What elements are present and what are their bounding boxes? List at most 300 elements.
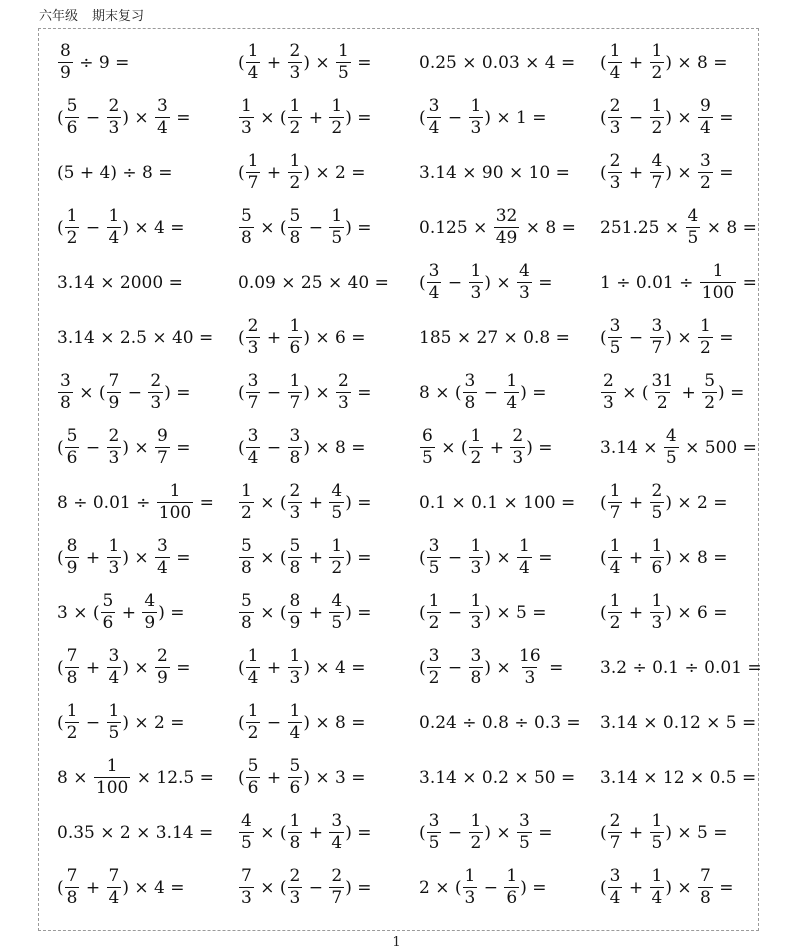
expression-text: + <box>623 52 649 73</box>
fraction-denominator: 4 <box>428 118 440 138</box>
expression-text: ) × <box>484 547 517 568</box>
expression-text: ) × 8 = <box>303 712 366 733</box>
fraction <box>58 373 73 412</box>
expression-text: = <box>543 657 564 678</box>
fraction-numerator: 1 <box>247 646 259 666</box>
expression-text: − <box>122 382 148 403</box>
fraction-numerator: 1 <box>169 481 181 501</box>
fraction-denominator: 3 <box>470 558 482 578</box>
math-problem <box>600 200 760 255</box>
page-header <box>39 5 144 24</box>
fraction <box>58 43 73 82</box>
expression-text: ) × <box>303 52 336 73</box>
fraction <box>329 483 344 522</box>
fraction-numerator: 7 <box>66 646 78 666</box>
fraction <box>517 263 532 302</box>
expression-text: ) × <box>122 437 155 458</box>
fraction-denominator: 8 <box>289 448 301 468</box>
fraction <box>608 868 623 907</box>
fraction <box>463 868 478 907</box>
fraction-denominator: 2 <box>331 558 343 578</box>
expression-text: ( <box>238 382 245 403</box>
math-problem <box>419 255 600 310</box>
fraction-denominator: 9 <box>60 63 71 83</box>
math-problem <box>238 145 419 200</box>
expression-text: 3.14 × 0.12 × 5 = <box>600 712 757 733</box>
expression-text: + <box>80 877 106 898</box>
fraction-denominator: 7 <box>609 833 621 853</box>
fraction-numerator: 1 <box>289 96 301 116</box>
expression-text: × ( <box>254 822 287 843</box>
expression-text: ) × 5 = <box>484 602 547 623</box>
expression-text: × ( <box>254 107 287 128</box>
expression-text: + <box>80 657 106 678</box>
fraction-denominator: 2 <box>289 173 301 193</box>
fraction-denominator: 4 <box>247 63 259 83</box>
expression-text: ) × 3 = <box>303 767 366 788</box>
expression-text: ÷ 9 = <box>73 52 130 73</box>
grade-label: 六年级 <box>39 9 79 24</box>
fraction-denominator: 8 <box>700 888 711 908</box>
expression-text: + <box>303 602 329 623</box>
fraction-numerator: 3 <box>609 316 621 336</box>
fraction-denominator: 5 <box>331 503 343 523</box>
fraction-numerator: 7 <box>108 371 120 391</box>
math-problem <box>238 530 419 585</box>
fraction-denominator: 2 <box>651 118 663 138</box>
fraction <box>155 538 170 577</box>
fraction <box>650 813 665 852</box>
fraction-numerator: 8 <box>66 536 78 556</box>
math-problem <box>419 420 600 475</box>
math-problem <box>600 90 760 145</box>
fraction <box>65 208 80 247</box>
fraction-denominator: 3 <box>108 118 120 138</box>
fraction <box>504 373 519 412</box>
expression-text: 0.125 × <box>419 217 493 238</box>
expression-text: − <box>442 547 468 568</box>
fraction-numerator: 5 <box>66 426 78 446</box>
fraction-denominator: 6 <box>66 448 78 468</box>
expression-text: = <box>713 327 734 348</box>
math-problem <box>600 420 760 475</box>
fraction-numerator: 1 <box>470 591 482 611</box>
fraction-numerator: 4 <box>519 261 530 281</box>
fraction-numerator: 2 <box>609 151 621 171</box>
expression-text: 8 × <box>57 767 93 788</box>
fraction-denominator: 3 <box>247 338 259 358</box>
fraction-numerator: 2 <box>651 481 663 501</box>
fraction <box>157 483 193 522</box>
expression-text: × ( <box>435 437 468 458</box>
fraction-numerator: 1 <box>66 206 78 226</box>
fraction-numerator: 3 <box>247 426 259 446</box>
fraction <box>698 98 713 137</box>
fraction-denominator: 2 <box>470 448 482 468</box>
fraction <box>608 98 623 137</box>
expression-text: ( <box>600 162 607 183</box>
fraction-numerator: 5 <box>102 591 114 611</box>
fraction-denominator: 4 <box>157 558 168 578</box>
math-problem <box>600 530 760 585</box>
fraction-denominator: 2 <box>656 393 668 413</box>
fraction-numerator: 1 <box>651 536 663 556</box>
fraction-numerator: 1 <box>470 811 482 831</box>
fraction-numerator: 3 <box>289 426 301 446</box>
fraction <box>494 208 520 247</box>
fraction-numerator: 3 <box>651 316 663 336</box>
math-problem <box>238 475 419 530</box>
math-problem <box>600 145 760 200</box>
expression-text: − <box>478 382 504 403</box>
expression-text: + <box>623 492 649 513</box>
expression-text: ( <box>57 107 64 128</box>
expression-text: 3.14 × 12 × 0.5 = <box>600 767 757 788</box>
expression-text: ( <box>57 877 64 898</box>
expression-text: 3.14 × 0.2 × 50 = <box>419 767 576 788</box>
expression-text: 0.09 × 25 × 40 = <box>238 272 389 293</box>
fraction-denominator: 4 <box>108 228 120 248</box>
expression-text: × ( <box>254 602 287 623</box>
fraction <box>288 318 303 357</box>
fraction-denominator: 4 <box>609 63 621 83</box>
fraction-denominator: 9 <box>144 613 156 633</box>
expression-text: = <box>170 657 191 678</box>
fraction-numerator: 3 <box>428 646 440 666</box>
expression-text: − <box>442 107 468 128</box>
fraction <box>107 538 122 577</box>
fraction <box>650 98 665 137</box>
fraction-numerator: 5 <box>247 756 259 776</box>
fraction-denominator: 4 <box>700 118 711 138</box>
fraction-denominator: 7 <box>651 338 663 358</box>
fraction <box>469 538 484 577</box>
fraction-numerator: 1 <box>289 646 301 666</box>
fraction-denominator: 5 <box>651 503 663 523</box>
expression-text: + <box>303 492 329 513</box>
fraction-numerator: 5 <box>66 96 78 116</box>
fraction-denominator: 8 <box>289 833 301 853</box>
fraction-denominator: 8 <box>241 228 252 248</box>
math-problem <box>600 640 760 695</box>
fraction <box>698 318 713 357</box>
fraction-denominator: 3 <box>108 558 120 578</box>
fraction <box>469 98 484 137</box>
fraction-numerator: 2 <box>603 371 614 391</box>
fraction <box>246 153 261 192</box>
expression-text: ) × <box>303 382 336 403</box>
fraction <box>650 868 665 907</box>
fraction <box>94 758 130 797</box>
math-problem <box>57 585 238 640</box>
expression-text: = <box>713 107 734 128</box>
math-problem <box>238 640 419 695</box>
math-problem <box>57 145 238 200</box>
fraction-denominator: 2 <box>331 118 343 138</box>
expression-text: + <box>623 877 649 898</box>
fraction-denominator: 7 <box>331 888 343 908</box>
fraction <box>107 703 122 742</box>
expression-text: × 500 = <box>679 437 757 458</box>
fraction-denominator: 9 <box>157 668 168 688</box>
expression-text: × 8 = <box>520 217 576 238</box>
expression-text: ( <box>600 547 607 568</box>
expression-text: 8 × ( <box>419 382 462 403</box>
fraction-numerator: 3 <box>247 371 259 391</box>
fraction <box>65 428 80 467</box>
fraction <box>329 208 344 247</box>
fraction-denominator: 6 <box>289 338 301 358</box>
fraction-numerator: 1 <box>651 591 663 611</box>
expression-text: − <box>478 877 504 898</box>
fraction-numerator: 1 <box>506 866 518 886</box>
fraction-numerator: 2 <box>289 866 301 886</box>
fraction-numerator: 5 <box>289 536 301 556</box>
expression-text: ( <box>419 602 426 623</box>
fraction-denominator: 4 <box>651 888 663 908</box>
fraction <box>142 593 157 632</box>
fraction <box>107 868 122 907</box>
expression-text: ) × <box>665 107 698 128</box>
fraction-denominator: 3 <box>289 503 301 523</box>
fraction-denominator: 5 <box>331 613 343 633</box>
expression-text: − <box>303 217 329 238</box>
fraction <box>107 373 122 412</box>
fraction-numerator: 1 <box>289 701 301 721</box>
fraction-denominator: 3 <box>609 118 621 138</box>
expression-text: × 8 = <box>701 217 757 238</box>
fraction-denominator: 3 <box>524 668 536 688</box>
problem-grid <box>57 35 762 930</box>
fraction <box>608 483 623 522</box>
fraction-denominator: 9 <box>108 393 120 413</box>
fraction <box>155 98 170 137</box>
math-problem <box>57 200 238 255</box>
expression-text: ) = <box>526 437 553 458</box>
fraction-denominator: 5 <box>687 228 699 248</box>
fraction-denominator: 3 <box>470 118 482 138</box>
fraction-numerator: 4 <box>144 591 156 611</box>
fraction <box>65 648 80 687</box>
fraction <box>329 593 344 632</box>
fraction <box>469 263 484 302</box>
expression-text: + <box>261 162 287 183</box>
fraction <box>427 648 442 687</box>
math-problem <box>419 475 600 530</box>
fraction-denominator: 5 <box>422 448 433 468</box>
expression-text: ) = <box>345 492 372 513</box>
expression-text: ( <box>238 162 245 183</box>
fraction-numerator: 4 <box>241 811 252 831</box>
fraction <box>650 483 665 522</box>
fraction <box>650 373 676 412</box>
fraction-denominator: 2 <box>651 63 663 83</box>
math-problem <box>419 695 600 750</box>
expression-text: ( <box>419 822 426 843</box>
fraction-denominator: 7 <box>157 448 168 468</box>
expression-text: ) = <box>345 547 372 568</box>
fraction-denominator: 4 <box>157 118 168 138</box>
fraction <box>650 593 665 632</box>
fraction <box>65 98 80 137</box>
fraction-denominator: 8 <box>60 393 71 413</box>
expression-text: = <box>170 437 191 458</box>
fraction-denominator: 7 <box>651 173 663 193</box>
fraction <box>288 538 303 577</box>
expression-text: = <box>351 382 372 403</box>
fraction-denominator: 3 <box>470 283 482 303</box>
fraction <box>288 43 303 82</box>
fraction-numerator: 1 <box>289 151 301 171</box>
fraction-denominator: 2 <box>289 118 301 138</box>
fraction-numerator: 5 <box>289 206 301 226</box>
fraction <box>65 868 80 907</box>
fraction-denominator: 100 <box>95 778 129 798</box>
expression-text: ( <box>600 52 607 73</box>
fraction <box>469 648 484 687</box>
fraction-numerator: 4 <box>651 151 663 171</box>
expression-text: ( <box>419 272 426 293</box>
fraction <box>686 208 701 247</box>
fraction <box>517 538 532 577</box>
fraction-numerator: 1 <box>519 536 530 556</box>
expression-text: − <box>442 822 468 843</box>
math-problem <box>419 365 600 420</box>
fraction <box>329 538 344 577</box>
fraction <box>288 593 303 632</box>
fraction-numerator: 16 <box>519 646 541 666</box>
fraction-denominator: 7 <box>247 173 259 193</box>
expression-text: ) × 4 = <box>303 657 366 678</box>
expression-text: ( <box>600 327 607 348</box>
fraction <box>288 153 303 192</box>
fraction <box>608 43 623 82</box>
fraction <box>65 703 80 742</box>
expression-text: − <box>80 107 106 128</box>
expression-text: = <box>194 492 214 513</box>
fraction-denominator: 6 <box>651 558 663 578</box>
fraction <box>246 758 261 797</box>
math-problem <box>600 475 760 530</box>
expression-text: ) × <box>484 272 517 293</box>
math-problem <box>419 90 600 145</box>
fraction-numerator: 1 <box>241 481 252 501</box>
fraction-numerator: 1 <box>108 701 120 721</box>
expression-text: ) × 2 = <box>665 492 728 513</box>
fraction-denominator: 8 <box>241 613 252 633</box>
fraction-denominator: 2 <box>66 228 78 248</box>
fraction <box>702 373 717 412</box>
fraction-numerator: 7 <box>700 866 711 886</box>
fraction <box>650 43 665 82</box>
fraction <box>650 153 665 192</box>
fraction-numerator: 3 <box>157 96 168 116</box>
fraction-numerator: 1 <box>66 701 78 721</box>
fraction-numerator: 1 <box>506 371 518 391</box>
fraction-numerator: 3 <box>428 536 440 556</box>
fraction-numerator: 1 <box>331 206 343 226</box>
fraction <box>427 813 442 852</box>
fraction-numerator: 3 <box>464 371 476 391</box>
fraction <box>246 318 261 357</box>
fraction-numerator: 2 <box>609 96 621 116</box>
fraction <box>329 98 344 137</box>
fraction-denominator: 3 <box>338 393 349 413</box>
fraction-denominator: 8 <box>289 558 301 578</box>
expression-text: ( <box>238 437 245 458</box>
expression-text: − <box>442 657 468 678</box>
fraction <box>517 648 543 687</box>
expression-text: + <box>116 602 142 623</box>
fraction <box>239 208 254 247</box>
fraction-denominator: 5 <box>665 448 677 468</box>
fraction-numerator: 3 <box>331 811 343 831</box>
math-problem <box>238 805 419 860</box>
fraction <box>288 98 303 137</box>
fraction <box>336 373 351 412</box>
fraction-denominator: 3 <box>289 668 301 688</box>
expression-text: ( <box>238 767 245 788</box>
fraction <box>463 373 478 412</box>
math-problem <box>57 695 238 750</box>
fraction <box>608 538 623 577</box>
fraction-denominator: 8 <box>470 668 482 688</box>
fraction-numerator: 1 <box>108 206 120 226</box>
fraction <box>148 373 163 412</box>
math-problem <box>419 640 600 695</box>
expression-text: ( <box>600 877 607 898</box>
fraction <box>239 868 254 907</box>
fraction-numerator: 1 <box>289 371 301 391</box>
expression-text: ( <box>238 52 245 73</box>
worksheet-title: 期末复习 <box>92 9 145 24</box>
expression-text: × ( <box>254 217 287 238</box>
expression-text: ( <box>57 217 64 238</box>
expression-text: ) × <box>484 822 517 843</box>
fraction-numerator: 9 <box>157 426 168 446</box>
fraction <box>239 538 254 577</box>
fraction-numerator: 4 <box>665 426 677 446</box>
expression-text: + <box>484 437 510 458</box>
fraction-numerator: 1 <box>609 536 621 556</box>
fraction <box>246 428 261 467</box>
expression-text: 185 × 27 × 0.8 = <box>419 327 570 348</box>
fraction-numerator: 3 <box>60 371 71 391</box>
fraction-numerator: 1 <box>247 701 259 721</box>
expression-text: − <box>623 107 649 128</box>
math-problem <box>238 200 419 255</box>
expression-text: = <box>351 52 372 73</box>
fraction-denominator: 49 <box>495 228 518 248</box>
fraction-denominator: 100 <box>701 283 735 303</box>
fraction-numerator: 7 <box>66 866 78 886</box>
expression-text: ( <box>419 107 426 128</box>
expression-text: ( <box>238 327 245 348</box>
fraction-numerator: 5 <box>704 371 716 391</box>
expression-text: ) = <box>345 217 372 238</box>
expression-text: ) = <box>345 602 372 623</box>
fraction <box>608 153 623 192</box>
fraction-denominator: 2 <box>470 833 482 853</box>
fraction <box>517 813 532 852</box>
fraction <box>288 428 303 467</box>
fraction <box>608 593 623 632</box>
fraction-numerator: 9 <box>700 96 711 116</box>
fraction <box>288 648 303 687</box>
math-problem <box>238 310 419 365</box>
expression-text: + <box>623 162 649 183</box>
fraction <box>246 373 261 412</box>
